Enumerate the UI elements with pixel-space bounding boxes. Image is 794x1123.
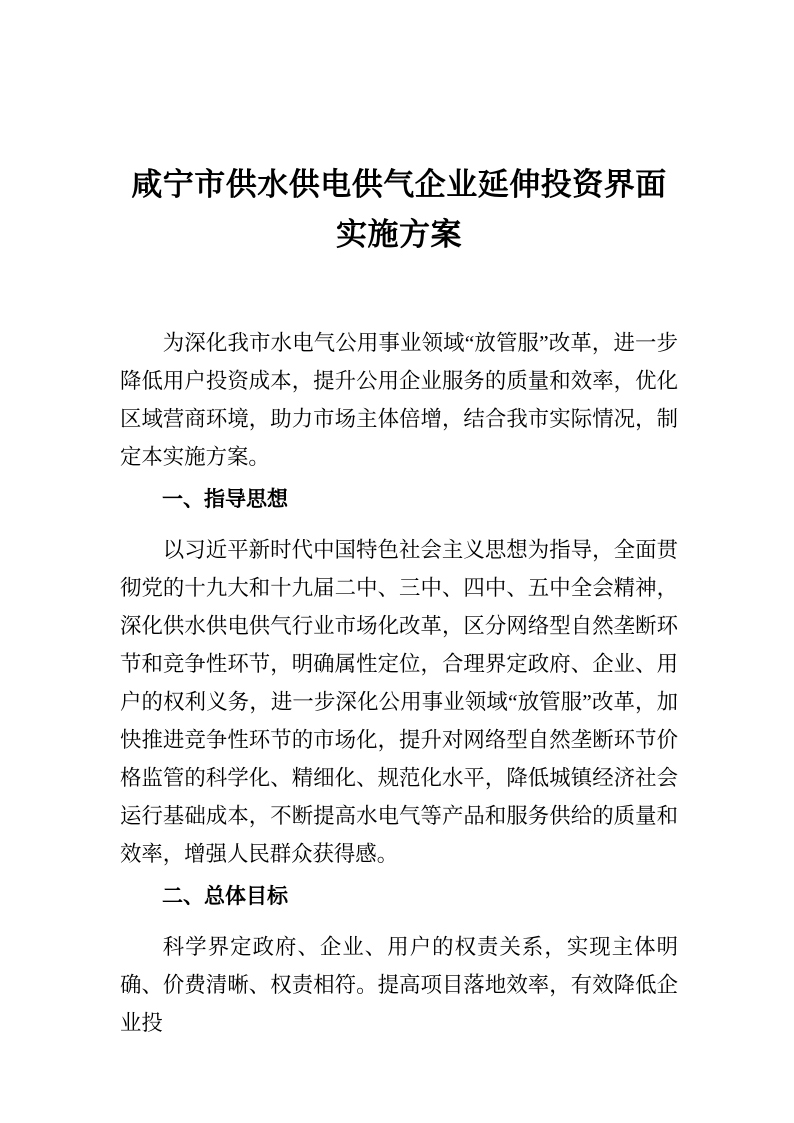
document-title-line-2: 实施方案 <box>336 217 462 252</box>
document-content <box>120 0 678 1042</box>
document-title-line-1: 咸宁市供水供电供气企业延伸投资界面 <box>131 167 667 202</box>
section-heading-overall-goal: 二、总体目标 <box>162 885 288 908</box>
guiding-ideology-paragraph: 以习近平新时代中国特色社会主义思想为指导，全面贯彻党的十九大和十九届二中、三中、四中、五中全会精神，深化供水供电供气行业市场化改革，区分网络型自然垄断环节和竞争性环节，明确属性定位，合理界定政府、企业、用户的权利义务，进一步深化公用事业领域“放管服”改革，加快推进竞争性环节的市场化，提升对网络型自然垄断环节价格监管的科学化、精细化、规范化水平，降低城镇经济社会运行基础成本，不断提高水电气等产品和服务供给的质量和效率，增强人民群众获得感。 <box>120 538 678 866</box>
section-heading-guiding-ideology: 一、指导思想 <box>162 488 288 511</box>
overall-goal-paragraph: 科学界定政府、企业、用户的权责关系，实现主体明确、价费清晰、权责相符。提高项目落地效率，有效降低企业投 <box>120 935 678 1035</box>
document-title <box>120 160 678 260</box>
intro-paragraph: 为深化我市水电气公用事业领域“放管服”改革，进一步降低用户投资成本，提升公用企业服务的质量和效率，优化区域营商环境，助力市场主体倍增，结合我市实际情况，制定本实施方案。 <box>120 331 678 469</box>
